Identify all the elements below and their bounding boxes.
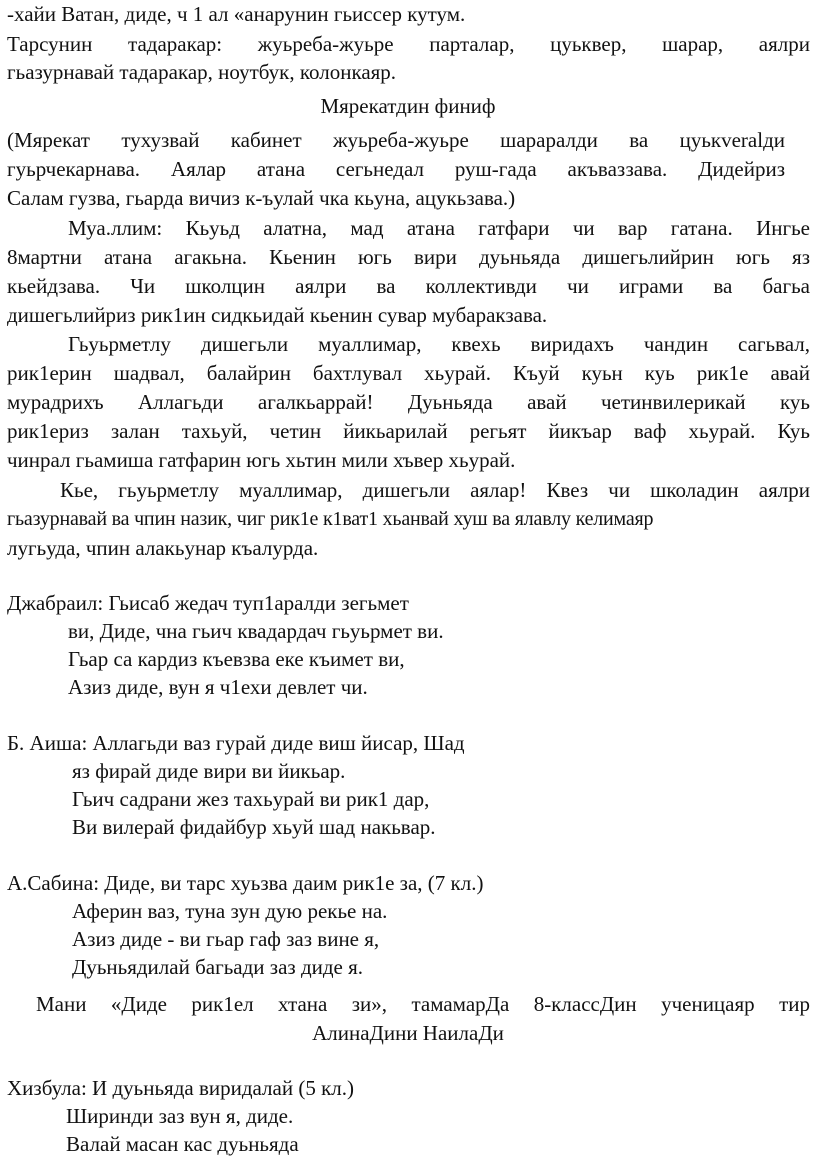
poem-line: Гьич садрани жез тахьурай ви рик1 дар, (72, 787, 430, 811)
song-announcement-line: Мани «Диде рик1ел хтана зи», тамамарДа 8-классДин ученицаяр тир (36, 992, 810, 1016)
poem-line: Джабраил: Гьисаб жедач туп1аралди зегьмет (7, 591, 409, 615)
props-line: гьазурнавай тадаракар, ноутбук, колонкаяр. (7, 60, 397, 84)
teacher-speech-line: дишегьлийриз рик1ин сидкьидай кьенин сувар мубаракзава. (7, 303, 548, 327)
section-title: Мярекатдин финиф (320, 94, 496, 118)
poem-line: Азиз диде - ви гьар гаф заз вине я, (72, 927, 380, 951)
teacher-speech-line: Гьуьрметлу дишегьли муаллимар, квехь виридахъ чандин сагьвал, (68, 332, 810, 356)
poem-line: Ви вилерай фидайбур хьуй шад накьвар. (72, 815, 436, 839)
song-announcement-line: АлинаДини НаилаДи (312, 1021, 504, 1045)
teacher-speech-line: лугьуда, чпин алакьунар къалурда. (7, 536, 319, 560)
teacher-speech-line: Кье, гьуьрметлу муаллимар, дишегьли аялар! Квез чи школадин аялри (60, 478, 810, 502)
teacher-speech-line: Муа.ллим: Кьуьд алатна, мад атана гатфари чи вар гатана. Ингье (68, 216, 810, 240)
teacher-speech-line: рик1ерин шадвал, балайрин бахтлувал хьурай. Къуй куьн куь рик1е авай (7, 361, 810, 385)
poem-line: А.Сабина: Диде, ви тарс хуьзва даим рик1е за, (7 кл.) (7, 871, 484, 895)
poem-line: Б. Аиша: Аллагьди ваз гурай диде виш йисар, Шад (7, 731, 465, 755)
poem-line: Ширинди заз вун я, диде. (66, 1104, 294, 1128)
poem-line: ви, Диде, чна гьич квадардач гьуьрмет ви. (68, 619, 444, 643)
teacher-speech-line: гьазурнавай ва чпин назик, чиг рик1е к1ват1 хьанвай хуш ва ялавлу келимаяр (7, 508, 654, 530)
intro-line: -хайи Ватан, диде, ч 1 ал «анарунин гьиссер кутум. (7, 2, 466, 26)
stage-direction-line: Салам гузва, гьарда вичиз к-ъулай чка кьуна, ацукьзава.) (7, 186, 516, 210)
poem-line: яз фирай диде вири ви йикьар. (72, 759, 346, 783)
stage-direction-line: (Мярекат тухузвай кабинет жуьреба-жуьре шараралди ва цуькveralди (7, 128, 785, 152)
teacher-speech-line: 8мартни атана агакьна. Кьенин югь вири дуьньяда дишегьлийрин югь яз (7, 245, 810, 269)
teacher-speech-line: мурадрихъ Аллагьди агалкьаррай! Дуьньяда авай четинвилерикай куь (7, 390, 810, 414)
poem-line: Азиз диде, вун я ч1ехи девлет чи. (68, 675, 368, 699)
poem-line: Дуьньядилай багьади заз диде я. (72, 955, 364, 979)
teacher-speech-line: кьейдзава. Чи школцин аялри ва коллективди чи играми ва багьа (7, 274, 810, 298)
teacher-speech-line: рик1ериз залан тахьуй, четин йикьарилай регьят йикъар ваф хьурай. Куь (7, 419, 810, 443)
poem-line: Гьар са кардиз къевзва еке къимет ви, (68, 647, 405, 671)
poem-line: Валай масан кас дуьньяда (66, 1132, 299, 1156)
props-line: Тарсунин тадаракар: жуьреба-жуьре парталар, цуьквер, шарар, аялри (7, 32, 810, 56)
poem-line: Хизбула: И дуьньяда виридалай (5 кл.) (7, 1076, 354, 1100)
teacher-speech-line: чинрал гьамиша гатфарин югь хьтин мили хъвер хьурай. (7, 448, 516, 472)
poem-line: Аферин ваз, туна зун дую рекье на. (72, 899, 388, 923)
stage-direction-line: гуьрчекарнава. Аялар атана сегьнедал руш-гада акъваззава. Дидейриз (7, 157, 785, 181)
